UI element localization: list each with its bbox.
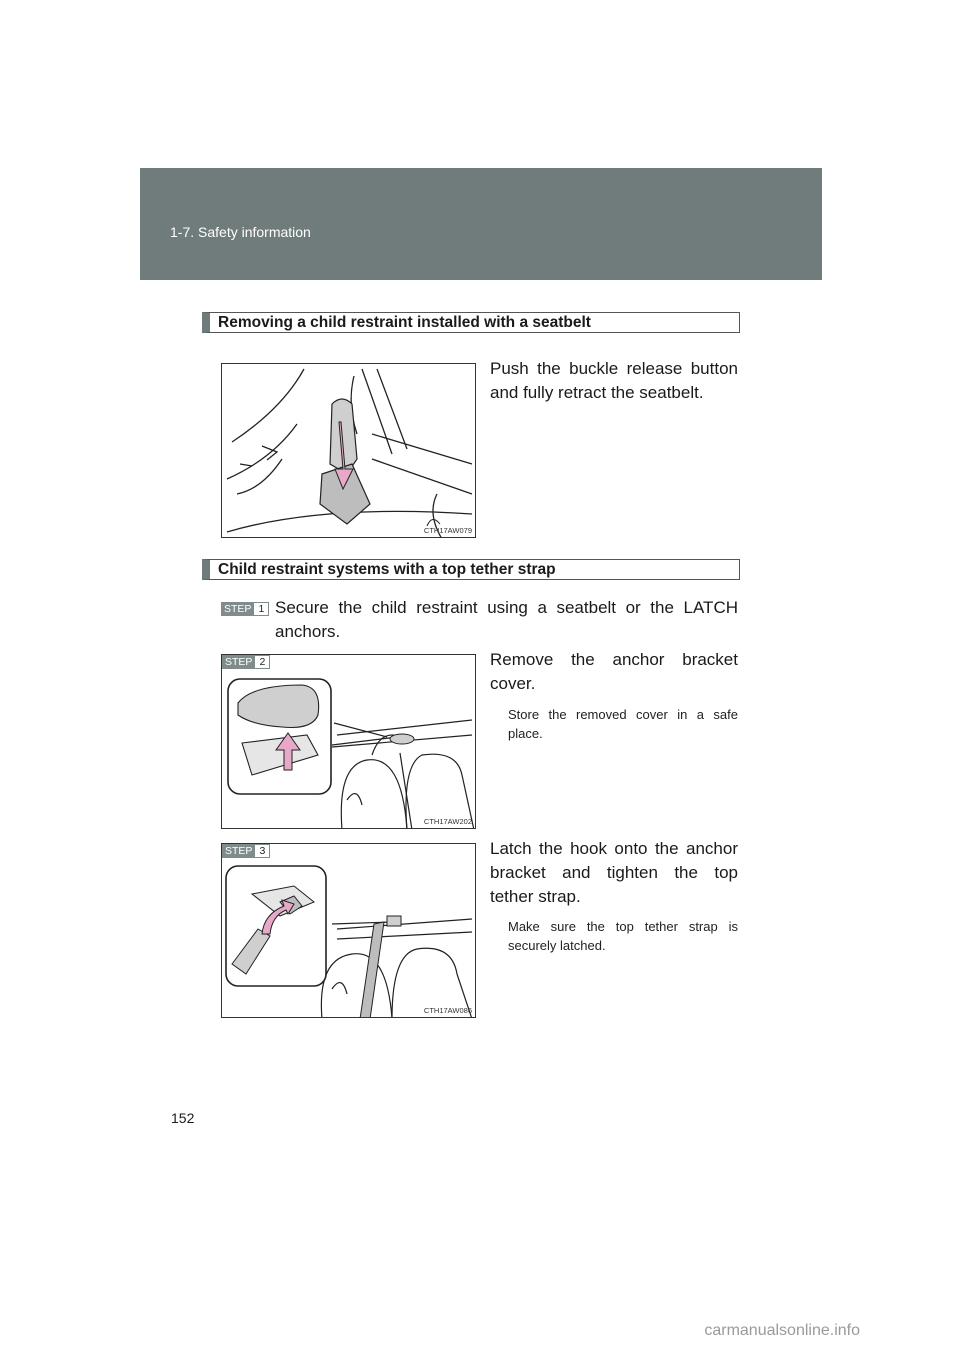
figure-code: CTH17AW079	[423, 526, 472, 535]
seatbelt-illustration	[222, 364, 476, 538]
tether-hook-illustration	[222, 844, 476, 1018]
figure-anchor-cover	[221, 654, 476, 829]
page-number: 152	[171, 1110, 195, 1126]
step-2-note: Store the removed cover in a safe place.	[508, 707, 738, 741]
section-label: 1-7. Safety information	[170, 224, 311, 240]
figure-code: CTH17AW202	[423, 817, 472, 826]
step-2-text: Remove the anchor bracket cover.	[490, 650, 738, 693]
figure-code: CTH17AW086	[423, 1006, 472, 1015]
step-2-badge: STEP 2	[222, 655, 270, 669]
header-band	[140, 168, 822, 280]
figure-seatbelt-release	[221, 363, 476, 538]
section-heading-top-tether: Child restraint systems with a top tether strap	[202, 559, 740, 580]
watermark[interactable]: carmanualsonline.info	[704, 1322, 860, 1339]
instruction-text: Push the buckle release button and fully retract the seatbelt.	[490, 359, 738, 402]
step-1-badge: STEP 1	[221, 602, 269, 616]
step-3-text: Latch the hook onto the anchor bracket and tighten the top tether strap.	[490, 839, 738, 906]
step-3-badge: STEP 3	[222, 844, 270, 858]
step-1-text: Secure the child restraint using a seatbelt or the LATCH anchors.	[275, 598, 738, 641]
anchor-cover-illustration	[222, 655, 476, 829]
step-3-note: Make sure the top tether strap is securely latched.	[508, 919, 738, 953]
figure-tether-hook	[221, 843, 476, 1018]
section-heading-removing: Removing a child restraint installed with a seatbelt	[202, 312, 740, 333]
